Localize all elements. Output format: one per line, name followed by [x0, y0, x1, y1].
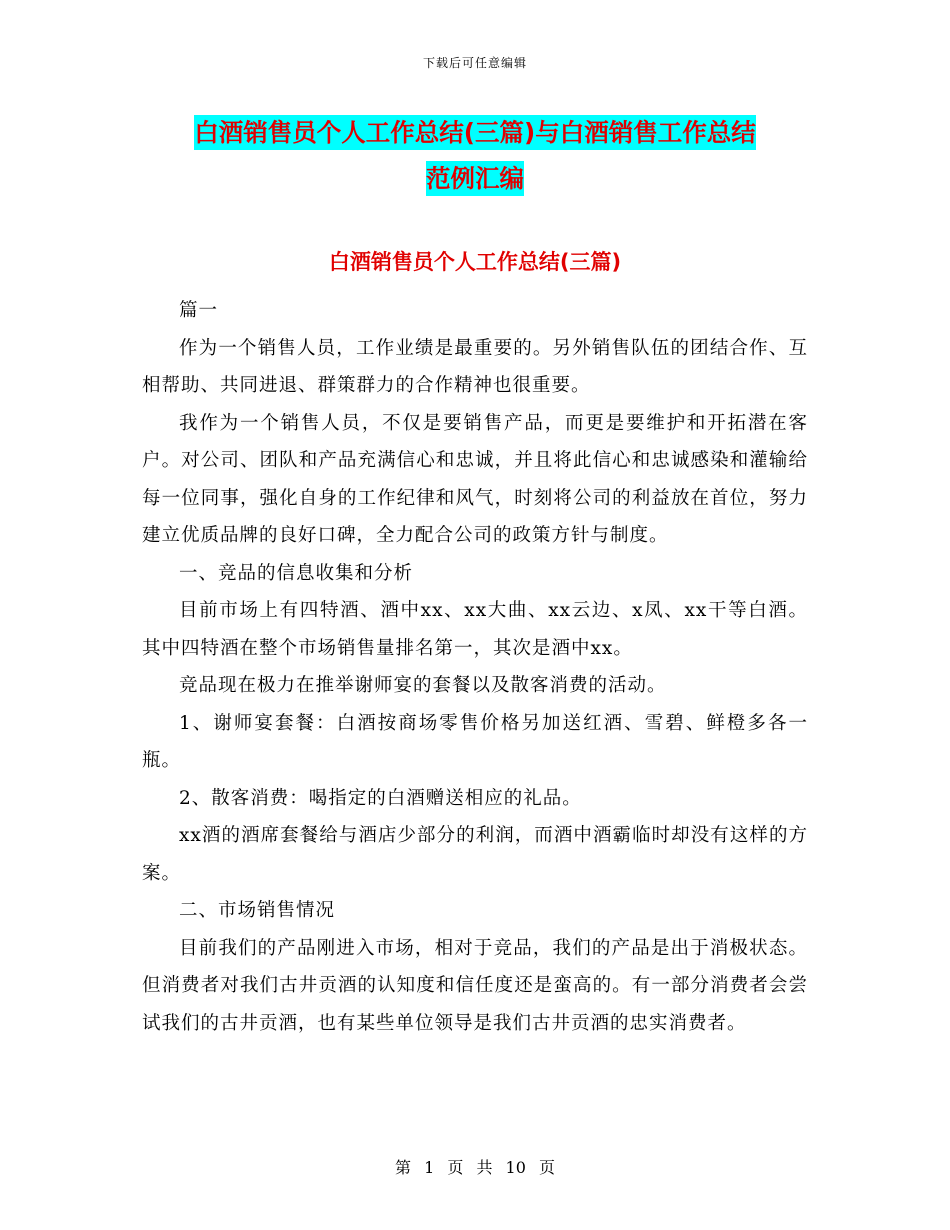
total-pages: 10	[505, 1158, 526, 1177]
paragraph: 2、散客消费：喝指定的白酒赠送相应的礼品。	[179, 787, 582, 809]
paragraph: 1、谢师宴套餐：白酒按商场零售价格另加送红酒、雪碧、鲜橙多各一瓶。	[142, 712, 808, 771]
paragraph: 一、竞品的信息收集和分析	[179, 562, 414, 584]
page-number: 1	[424, 1158, 435, 1177]
paragraph: 作为一个销售人员，工作业绩是最重要的。另外销售队伍的团结合作、互相帮助、共同进退、群策群力的合作精神也很重要。	[142, 337, 808, 396]
page-footer	[0, 1155, 950, 1178]
document-body	[142, 292, 808, 1042]
section-title: 白酒销售员个人工作总结(三篇)	[328, 250, 622, 274]
page-label-prefix: 第	[394, 1158, 411, 1177]
page-label-suffix: 页	[539, 1158, 556, 1177]
paragraph: 目前我们的产品刚进入市场，相对于竞品，我们的产品是出于消极状态。但消费者对我们古井贡酒的认知度和信任度还是蛮高的。有一部分消费者会尝试我们的古井贡酒，也有某些单位领导是我们古井贡酒的忠实消费者。	[142, 937, 808, 1034]
paragraph: 竞品现在极力在推举谢师宴的套餐以及散客消费的活动。	[179, 675, 667, 696]
title-line-1: 白酒销售员个人工作总结(三篇)与白酒销售工作总结	[194, 115, 755, 150]
paragraph: 我作为一个销售人员，不仅是要销售产品，而更是要维护和开拓潜在客户。对公司、团队和产品充满信心和忠诚，并且将此信心和忠诚感染和灌输给每一位同事，强化自身的工作纪律和风气，时刻将公司的利益放在首位，努力建立优质品牌的良好口碑，全力配合公司的政策方针与制度。	[142, 412, 808, 546]
header-note: 下载后可任意编辑	[422, 56, 527, 70]
title-line-2: 范例汇编	[426, 161, 524, 196]
paragraph: 目前市场上有四特酒、酒中xx、xx大曲、xx云边、x凤、xx干等白酒。其中四特酒在整个市场销售量排名第一，其次是酒中xx。	[142, 600, 808, 659]
page-label-mid: 页 共	[447, 1158, 493, 1177]
paragraph: 篇一	[179, 300, 219, 321]
paragraph: 二、市场销售情况	[179, 900, 336, 921]
paragraph: xx酒的酒席套餐给与酒店少部分的利润，而酒中酒霸临时却没有这样的方案。	[142, 825, 808, 884]
document-title	[142, 110, 808, 202]
